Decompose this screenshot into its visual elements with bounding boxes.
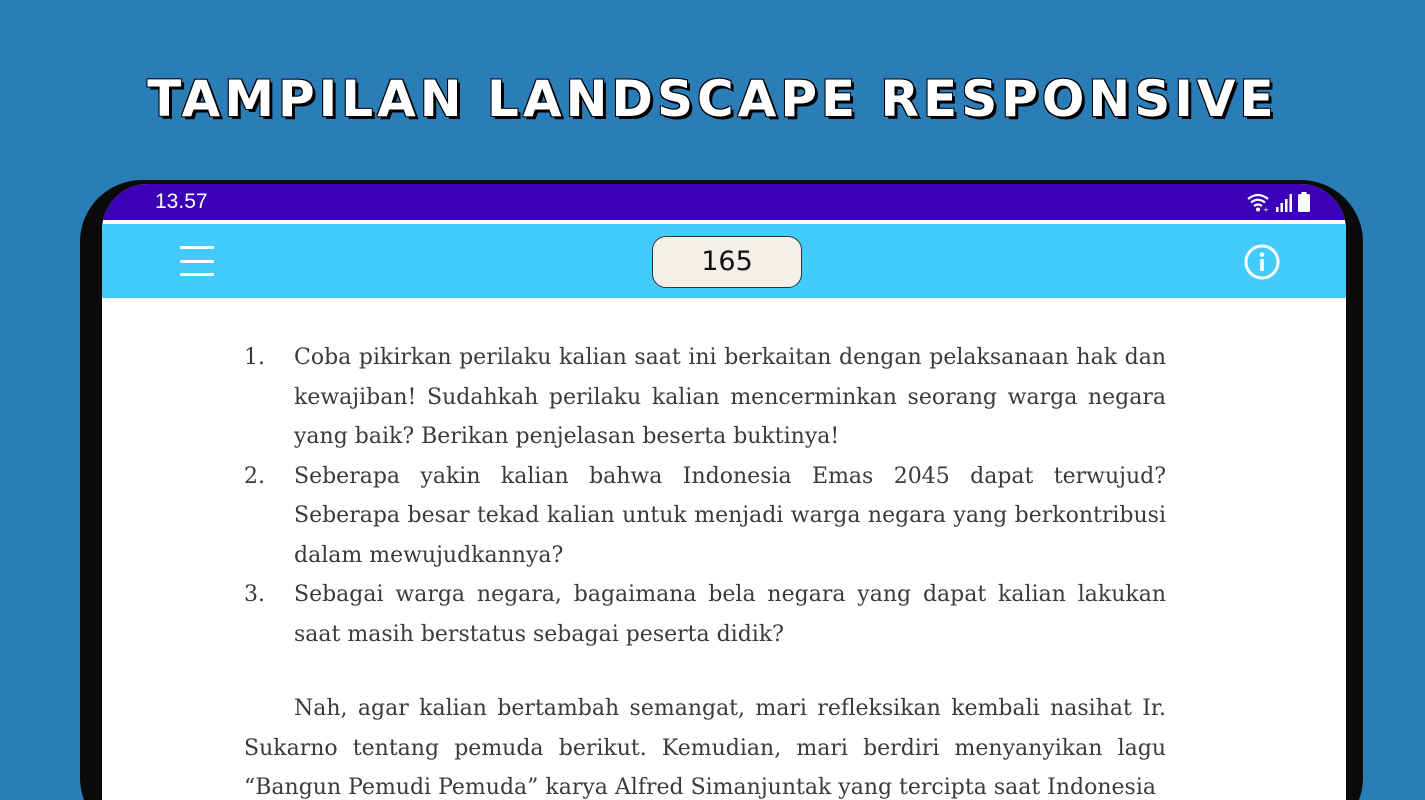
list-item-text: Seberapa yakin kalian bahwa Indonesia Emas 2045 dapat terwujud? Seberapa besar tekad kalian untuk menjadi warga negara yang berkontribusi dalam mewujudkannya? — [294, 463, 1166, 568]
list-item-number: 3. — [244, 582, 265, 607]
page-number-display[interactable]: 165 — [652, 236, 802, 288]
list-item — [244, 338, 1166, 457]
signal-icon — [1276, 194, 1292, 212]
list-item-text: Coba pikirkan perilaku kalian saat ini berkaitan dengan pelaksanaan hak dan kewajiban! Sudahkah perilaku kalian mencerminkan seorang warga negara yang baik? Berikan penjelasan beserta buktinya! — [294, 345, 1166, 449]
status-bar — [102, 184, 1346, 220]
banner-title: TAMPILAN LANDSCAPE RESPONSIVE — [147, 70, 1278, 128]
document-page[interactable] — [102, 298, 1346, 800]
body-paragraph: Nah, agar kalian bertambah semangat, mari refleksikan kembali nasihat Ir. Sukarno tentang pemuda berikut. Kemudian, mari berdiri menyanyikan lagu “Bangun Pemudi Pemuda” karya Alfred Simanjuntak yang tercipta saat Indonesia — [244, 696, 1166, 800]
list-item — [244, 575, 1166, 654]
app-bar — [102, 224, 1346, 298]
svg-text:+: + — [1263, 206, 1269, 212]
status-time: 13.57 — [155, 190, 208, 213]
info-icon[interactable] — [1244, 244, 1280, 280]
list-item-number: 1. — [244, 345, 265, 370]
page-text — [244, 338, 1166, 800]
list-item-text: Sebagai warga negara, bagaimana bela negara yang dapat kalian lakukan saat masih berstatus sebagai peserta didik? — [294, 582, 1166, 647]
status-icons — [1246, 190, 1310, 212]
list-item-number: 2. — [244, 463, 265, 489]
list-item — [244, 457, 1166, 576]
battery-icon — [1298, 192, 1310, 212]
phone-screen — [102, 184, 1346, 800]
wifi-icon — [1246, 192, 1270, 212]
hamburger-menu-icon[interactable] — [180, 244, 214, 278]
